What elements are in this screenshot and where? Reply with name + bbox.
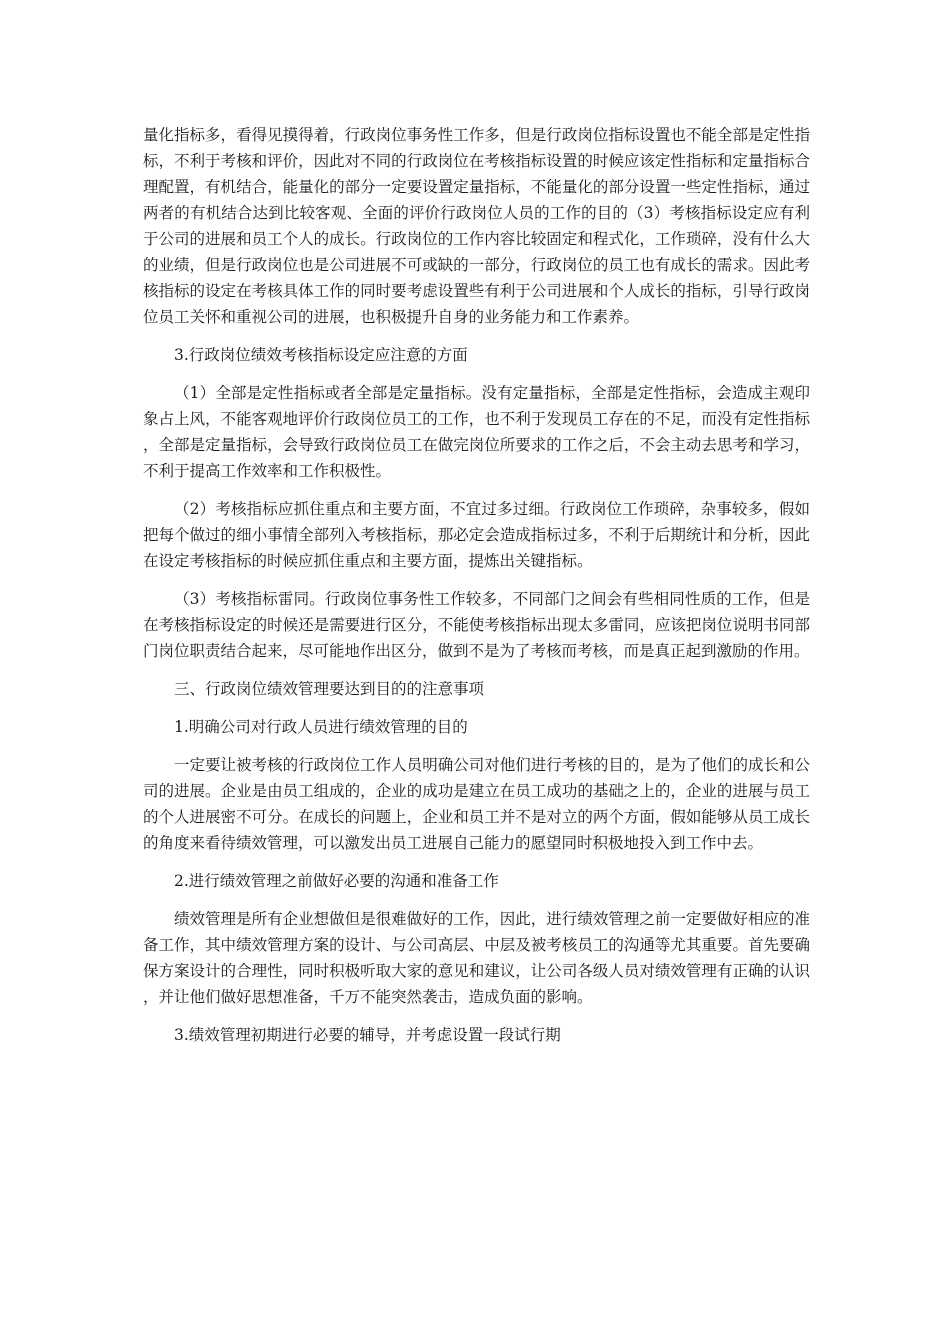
section-heading: 3.绩效管理初期进行必要的辅导，并考虑设置一段试行期 xyxy=(174,1026,561,1044)
body-paragraph: 一定要让被考核的行政岗位工作人员明确公司对他们进行考核的目的，是为了他们的成长和公司的进展。企业是由员工组成的，企业的成功是建立在员工成功的基础之上的，企业的进展与员工的个人进展密不可分。在成长的问题上，企业和员工并不是对立的两个方面，假如能够从员工成长的角度来看待绩效管理，可以激发出员工进展自己能力的愿望同时积极地投入到工作中去。 xyxy=(143,756,810,852)
document-body xyxy=(143,122,810,1060)
body-paragraph: 绩效管理是所有企业想做但是很难做好的工作，因此，进行绩效管理之前一定要做好相应的准备工作，其中绩效管理方案的设计、与公司高层、中层及被考核员工的沟通等尤其重要。首先要确保方案设计的合理性，同时积极听取大家的意见和建议，让公司各级人员对绩效管理有正确的认识，并让他们做好思想准备，千万不能突然袭击，造成负面的影响。 xyxy=(143,910,810,1006)
section-heading: 2.进行绩效管理之前做好必要的沟通和准备工作 xyxy=(174,872,499,890)
section-heading: 3.行政岗位绩效考核指标设定应注意的方面 xyxy=(174,346,468,364)
section-heading: 三、行政岗位绩效管理要达到目的的注意事项 xyxy=(174,680,485,698)
body-paragraph: （2）考核指标应抓住重点和主要方面，不宜过多过细。行政岗位工作琐碎，杂事较多，假如把每个做过的细小事情全部列入考核指标，那必定会造成指标过多，不利于后期统计和分析，因此在设定考核指标的时候应抓住重点和主要方面，提炼出关键指标。 xyxy=(143,500,810,570)
body-paragraph: （3）考核指标雷同。行政岗位事务性工作较多，不同部门之间会有些相同性质的工作，但是在考核指标设定的时候还是需要进行区分，不能使考核指标出现太多雷同，应该把岗位说明书同部门岗位职责结合起来，尽可能地作出区分，做到不是为了考核而考核，而是真正起到激励的作用。 xyxy=(143,590,810,660)
section-heading: 1.明确公司对行政人员进行绩效管理的目的 xyxy=(174,718,468,736)
body-paragraph: （1）全部是定性指标或者全部是定量指标。没有定量指标，全部是定性指标，会造成主观印象占上风，不能客观地评价行政岗位员工的工作，也不利于发现员工存在的不足，而没有定性指标，全部是定量指标，会导致行政岗位员工在做完岗位所要求的工作之后，不会主动去思考和学习，不利于提高工作效率和工作积极性。 xyxy=(143,384,810,480)
body-paragraph: 量化指标多，看得见摸得着，行政岗位事务性工作多，但是行政岗位指标设置也不能全部是定性指标，不利于考核和评价，因此对不同的行政岗位在考核指标设置的时候应该定性指标和定量指标合理配置，有机结合，能量化的部分一定要设置定量指标，不能量化的部分设置一些定性指标，通过两者的有机结合达到比较客观、全面的评价行政岗位人员的工作的目的（3）考核指标设定应有利于公司的进展和员工个人的成长。行政岗位的工作内容比较固定和程式化，工作琐碎，没有什么大的业绩，但是行政岗位也是公司进展不可或缺的一部分，行政岗位的员工也有成长的需求。因此考核指标的设定在考核具体工作的同时要考虑设置些有利于公司进展和个人成长的指标，引导行政岗位员工关怀和重视公司的进展，也积极提升自身的业务能力和工作素养。 xyxy=(143,126,810,326)
